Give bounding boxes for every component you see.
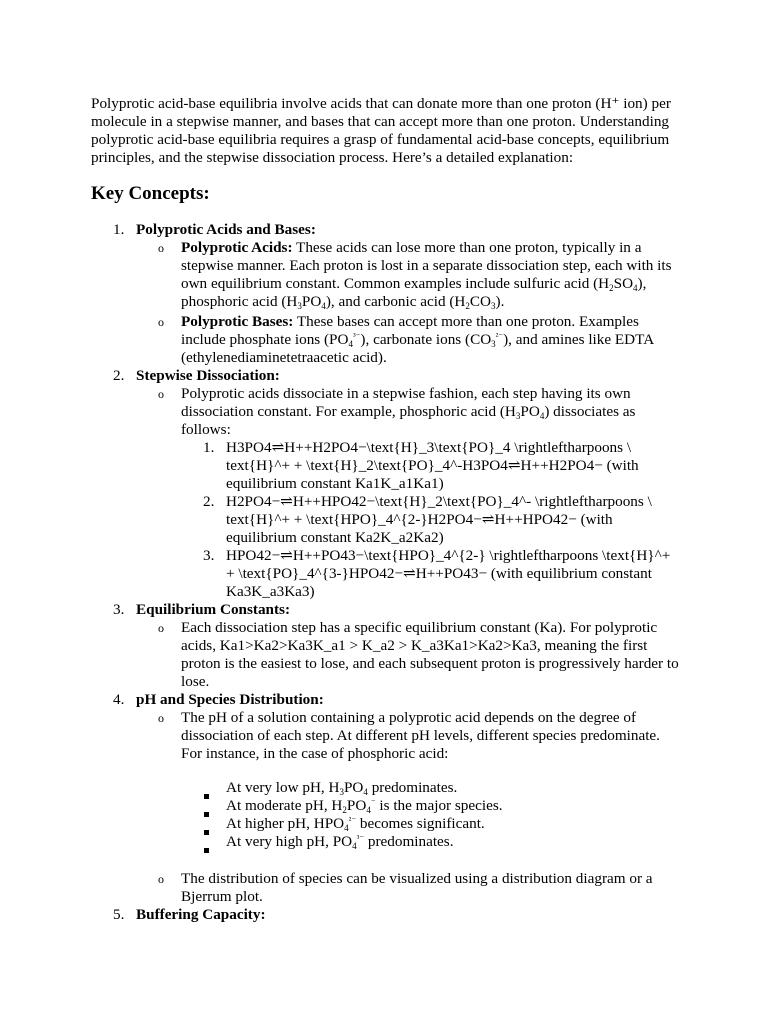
subscript: 3	[491, 339, 496, 349]
intro-line: molecule in a stepwise manner, and bases that can accept more than one proton. Understanding	[91, 113, 670, 130]
paragraph-line	[181, 331, 654, 349]
step-number: 3.	[203, 547, 215, 564]
list-item-title: Equilibrium Constants:	[136, 601, 291, 618]
bullet-line	[226, 797, 503, 815]
paragraph-line: stepwise manner. Each proton is lost in a separate dissociation step, each with its	[181, 257, 672, 274]
paragraph-line: follows:	[181, 421, 231, 438]
text-run: At higher pH, HPO	[226, 815, 345, 832]
text-run: These acids can lose more than one proton, typically in a	[292, 239, 642, 256]
superscript: ²⁻	[495, 331, 504, 341]
superscript: ³⁻	[352, 331, 361, 341]
bullet-line	[226, 779, 457, 797]
circle-bullet-icon: o	[158, 621, 164, 635]
subscript: 4	[344, 823, 349, 833]
subscript: 3	[297, 301, 302, 311]
equation-line: + \text{PO}_4^{3-}HPO42−⇌H++PO43− (with equilibrium constant	[226, 565, 652, 582]
square-bullet-icon	[204, 804, 209, 822]
bullet-line	[226, 815, 485, 833]
text-run: ), and carbonic acid (H	[325, 293, 466, 310]
paragraph-line: Polyprotic acids dissociate in a stepwise fashion, each step having its own	[181, 385, 631, 402]
subscript: 3	[515, 411, 521, 421]
list-number: 2.	[113, 367, 125, 384]
text-run: predominates.	[367, 779, 458, 796]
intro-line: Polyprotic acid-base equilibria involve acids that can donate more than one proton (H⁺ ion) per	[91, 95, 671, 112]
subscript: 4	[348, 339, 353, 349]
paragraph-line: lose.	[181, 673, 210, 690]
list-number: 3.	[113, 601, 125, 618]
equation-line: Ka3K_a3Ka3)	[226, 583, 315, 600]
intro-line: principles, and the stepwise dissociation process. Here’s a detailed explanation:	[91, 149, 574, 166]
subscript: 2	[342, 805, 347, 815]
term-label: Polyprotic Bases:	[181, 313, 294, 330]
paragraph-line: acids, Ka1>Ka2>Ka3K_a1 > K_a2 > K_a3Ka1>Ka2>Ka3, meaning the first	[181, 637, 648, 654]
text-run: own equilibrium constant. Common examples include sulfuric acid (H	[181, 275, 610, 292]
paragraph-line: Each dissociation step has a specific equilibrium constant (Ka). For polyprotic	[181, 619, 658, 636]
square-bullet-icon	[204, 840, 209, 858]
list-number: 1.	[113, 221, 125, 238]
circle-bullet-icon: o	[158, 387, 164, 401]
text-run: At moderate pH, H	[226, 797, 343, 814]
text-run: PO	[520, 403, 540, 420]
subscript: 3	[339, 787, 344, 797]
text-run: PO	[301, 293, 322, 310]
paragraph-line: The pH of a solution containing a polyprotic acid depends on the degree of	[181, 709, 637, 726]
square-bullet-icon	[204, 822, 209, 840]
equation-line: equilibrium constant Ka1K_a1Ka1)	[226, 475, 444, 492]
text-run: phosphoric acid (H	[181, 293, 298, 310]
paragraph-line: (ethylenediaminetetraacetic acid).	[181, 349, 387, 366]
list-number: 4.	[113, 691, 125, 708]
text-run: becomes significant.	[356, 815, 485, 832]
paragraph-line: proton is the easiest to lose, and each subsequent proton is progressively harder to	[181, 655, 679, 672]
equation-line: H2PO4−⇌H++HPO42−\text{H}_2\text{PO}_4^- \rightleftharpoons \	[226, 493, 652, 510]
list-number: 5.	[113, 906, 125, 923]
bullet-line	[226, 833, 454, 851]
list-item-title: Buffering Capacity:	[136, 906, 266, 923]
paragraph-line	[181, 275, 646, 293]
subscript: 4	[352, 841, 357, 851]
text-run: CO	[469, 293, 492, 310]
list-item-title: Stepwise Dissociation:	[136, 367, 280, 384]
step-number: 2.	[203, 493, 215, 510]
text-run: These bases can accept more than one proton. Examples	[293, 313, 639, 330]
text-run: ), carbonate ions (CO	[360, 331, 492, 348]
text-run: ) dissociates as	[544, 403, 636, 420]
paragraph-line: dissociation of each step. At different pH levels, different species predominate.	[181, 727, 660, 744]
circle-bullet-icon: o	[158, 315, 164, 329]
step-number: 1.	[203, 439, 215, 456]
text-run: At very high pH, PO	[226, 833, 353, 850]
text-run: is the major species.	[375, 797, 503, 814]
list-item-title: Polyprotic Acids and Bases:	[136, 221, 316, 238]
paragraph-line: The distribution of species can be visualized using a distribution diagram or a	[181, 870, 653, 887]
equation-line: text{H}^+ + \text{H}_2\text{PO}_4^-H3PO4⇌H++H2PO4− (with	[226, 457, 639, 474]
subscript: 4	[633, 283, 638, 293]
subscript: 2	[465, 301, 470, 311]
list-item-title: pH and Species Distribution:	[136, 691, 324, 708]
text-run: PO	[346, 797, 367, 814]
text-run: ), and amines like EDTA	[503, 331, 655, 348]
paragraph-line	[181, 239, 641, 257]
term-label: Polyprotic Acids:	[181, 239, 293, 256]
text-run: predominates.	[364, 833, 454, 850]
superscript: ³⁻	[356, 833, 365, 843]
subscript: 4	[363, 787, 368, 797]
text-run: ),	[637, 275, 647, 292]
paragraph-line	[181, 403, 635, 421]
subscript: 4	[366, 805, 371, 815]
equation-line: text{H}^+ + \text{HPO}_4^{2-}H2PO4−⇌H++HPO42− (with	[226, 511, 613, 528]
text-run: At very low pH, H	[226, 779, 340, 796]
paragraph-line: For instance, in the case of phosphoric acid:	[181, 745, 449, 762]
paragraph-line	[181, 313, 639, 331]
paragraph-line	[181, 293, 504, 311]
equation-line: HPO42−⇌H++PO43−\text{HPO}_4^{2-} \rightleftharpoons \text{H}^+	[226, 547, 671, 564]
subscript: 4	[321, 301, 326, 311]
superscript: ⁻	[370, 797, 376, 807]
text-run: ).	[495, 293, 505, 310]
superscript: ²⁻	[348, 815, 357, 825]
square-bullet-icon	[204, 786, 209, 804]
text-run: SO	[613, 275, 634, 292]
equation-line: equilibrium constant Ka2K_a2Ka2)	[226, 529, 444, 546]
text-run: PO	[343, 779, 364, 796]
equation-line: H3PO4⇌H++H2PO4−\text{H}_3\text{PO}_4 \rightleftharpoons \	[226, 439, 632, 456]
subscript: 3	[491, 301, 496, 311]
circle-bullet-icon: o	[158, 711, 164, 725]
circle-bullet-icon: o	[158, 241, 164, 255]
paragraph-line: Bjerrum plot.	[181, 888, 263, 905]
circle-bullet-icon: o	[158, 872, 164, 886]
section-heading: Key Concepts:	[91, 183, 210, 204]
text-run: include phosphate ions (PO	[181, 331, 349, 348]
subscript: 2	[609, 283, 614, 293]
intro-line: polyprotic acid-base equilibria requires a grasp of fundamental acid-base concepts, equilibrium	[91, 131, 670, 148]
subscript: 4	[539, 411, 545, 421]
text-run: dissociation constant. For example, phosphoric acid (H	[181, 403, 516, 420]
